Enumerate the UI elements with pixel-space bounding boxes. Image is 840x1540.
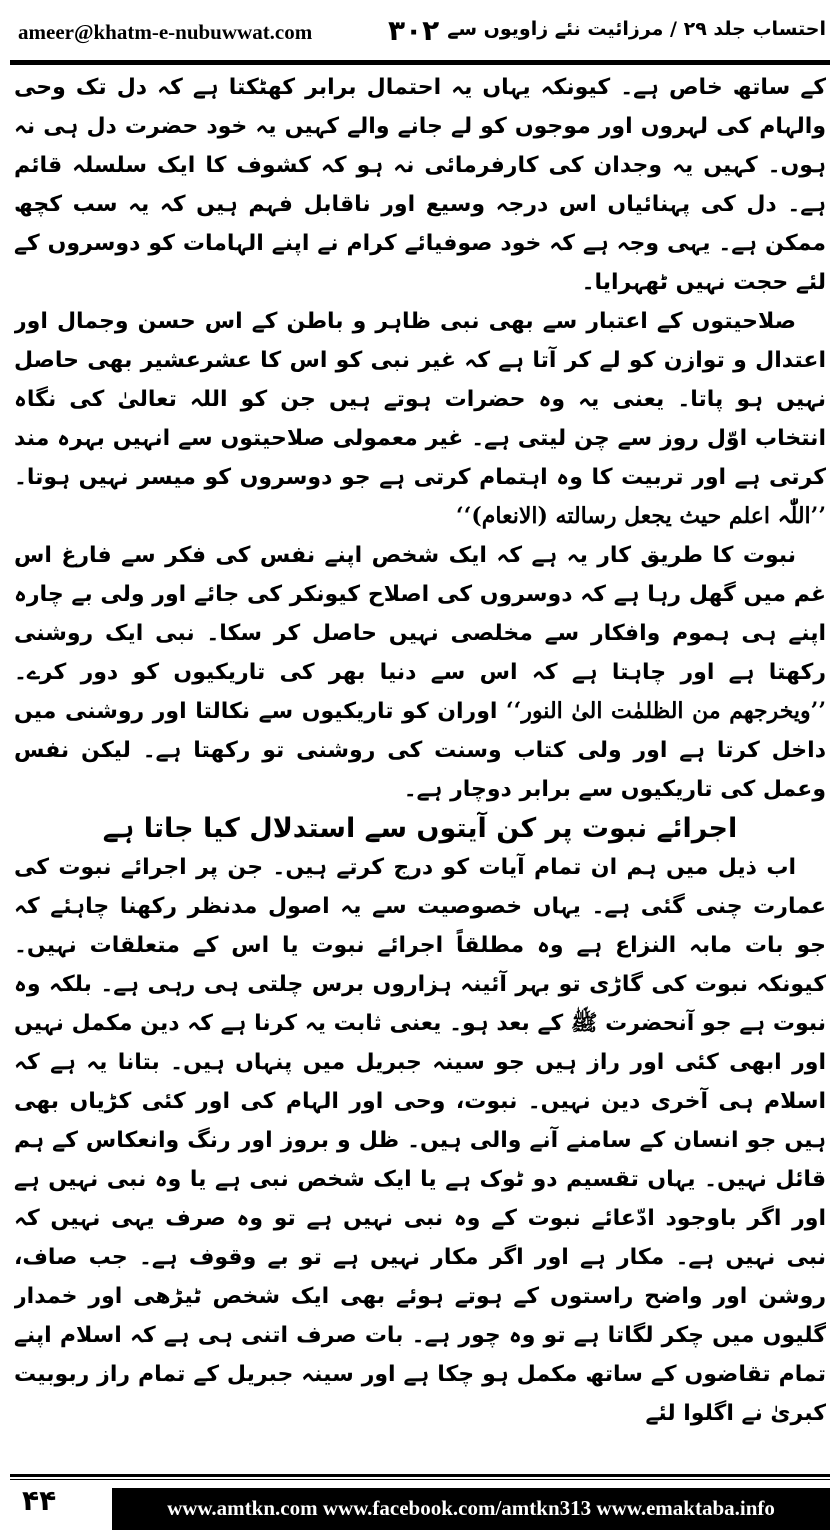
header-rule bbox=[10, 60, 830, 65]
page-header bbox=[0, 0, 840, 60]
header-email: ameer@khatm-e-nubuwwat.com bbox=[18, 20, 313, 44]
section-heading: اجرائے نبوت پر کن آیتوں سے استدلال کیا جاتا ہے bbox=[102, 813, 738, 844]
body-text bbox=[14, 68, 826, 1456]
paragraph-4: اب ذیل میں ہم ان تمام آیات کو درج کرتے ہیں۔ جن پر اجرائے نبوت کی عمارت چنی گئی ہے۔ یہاں خصوصیت سے یہ اصول مدنظر رکھنا چاہئے کہ جو بات مابہ النزاع ہے وہ مطلقاً اجرائے نبوت یا اس کے متعلقات نہیں۔ کیونکہ نبوت کی گاڑی تو بہر آئینہ ہزاروں برس چلتی ہی رہی ہے۔ بلکہ وہ نبوت ہے جو آنحضرت ﷺ کے بعد ہو۔ یعنی ثابت یہ کرنا ہے کہ دین مکمل نہیں اور ابھی کئی اور راز ہیں جو سینہ جبریل میں پنہاں ہیں۔ بتانا یہ ہے کہ اسلام ہی آخری دین نہیں۔ نبوت، وحی اور الہام کی اور کئی کڑیاں بھی ہیں جو انسان کے سامنے آنے والی ہیں۔ ظل و بروز اور رنگ وانعکاس کے ہم قائل نہیں۔ یہاں تقسیم دو ٹوک ہے یا ایک شخص نبی ہے یا وہ نبی نہیں ہے اور اگر باوجود ادّعائے نبوت کے وہ نبی نہیں ہے تو وہ صرف یہی نہیں کہ نبی نہیں ہے۔ مکار ہے اور اگر مکار نہیں ہے تو بے وقوف ہے۔ جب صاف، روشن اور واضح راستوں کے ہوتے ہوئے بھی ایک شخص ٹیڑھی اور خمدار گلیوں میں چکر لگاتا ہے تو وہ چور ہے۔ بات صرف اتنی ہی ہے کہ اسلام اپنے تمام تقاضوں کے ساتھ مکمل ہو چکا ہے اور سینہ جبریل کے تمام راز ربوبیت کبریٰ نے اگلوا لئے bbox=[14, 855, 826, 1426]
header-page-number: ۳۰۲ bbox=[388, 14, 440, 47]
paragraph-3: نبوت کا طریق کار یہ ہے کہ ایک شخص اپنے نفس کی فکر سے فارغ اس غم میں گھل رہا ہے کہ دوسروں کی اصلاح کیونکر کی جائے اور ولی بے چارہ اپنے ہی ہموم وافکار سے مخلصی نہیں حاصل کر سکا۔ نبی ایک روشنی رکھتا ہے اور چاہتا ہے کہ اس سے دنیا بھر کی تاریکیوں کو دور کرے۔ ’’ویخرجھم من الظلمٰت الیٰ النور‘‘ اوران کو تاریکیوں سے نکالتا اور روشنی میں داخل کرتا ہے اور ولی کتاب وسنت کی روشنی تو رکھتا ہے۔ لیکن نفس وعمل کی تاریکیوں سے برابر دوچار ہے۔ bbox=[14, 543, 826, 802]
header-book-title: احتساب جلد ۲۹ / مرزائیت نئے زاویوں سے bbox=[447, 18, 826, 40]
quran-quote-2: ’’ویخرجھم من الظلمٰت الیٰ النور‘‘ bbox=[506, 698, 826, 724]
paragraph-1: کے ساتھ خاص ہے۔ کیونکہ یہاں یہ احتمال برابر کھٹکتا ہے کہ دل تک وحی والہام کی لہروں اور موجوں کو لے جانے والے کہیں یہ خود حضرت دل ہی نہ ہوں۔ کہیں یہ وجدان کی کارفرمائی نہ ہو کہ کشوف کا ایک سلسلہ قائم ہے۔ دل کی پہنائیاں اس درجہ وسیع اور ناقابل فہم ہیں کہ یہ سب کچھ ممکن ہے۔ یہی وجہ ہے کہ خود صوفیائے کرام نے اپنے الہامات کو دوسروں کے لئے حجت نہیں ٹھہرایا۔ bbox=[14, 75, 826, 295]
footer-page-number: ۴۴ bbox=[22, 1484, 57, 1517]
paragraph-2: صلاحیتوں کے اعتبار سے بھی نبی ظاہر و باطن کے اس حسن وجمال اور اعتدال و توازن کو لے کر آتا ہے کہ غیر نبی کو اس کا عشرعشیر بھی حاصل نہیں ہو پاتا۔ یعنی یہ وہ حضرات ہوتے ہیں جن کو اللہ تعالیٰ کی نگاہ انتخاب اوّل روز سے چن لیتی ہے۔ غیر معمولی صلاحیتوں سے انہیں بہرہ مند کرتی ہے اور تربیت کا وہ اہتمام کرتی ہے جو دوسروں کو میسر نہیں ہوتا۔ ’’اللّٰہ اعلم حیث یجعل رسالته (الانعام)‘‘ bbox=[14, 309, 826, 529]
footer-rule bbox=[10, 1474, 830, 1477]
quran-quote-1: ’’اللّٰہ اعلم حیث یجعل رسالته (الانعام)‘‘ bbox=[456, 503, 826, 529]
footer-links: www.amtkn.com www.facebook.com/amtkn313 www.emaktaba.info bbox=[167, 1496, 775, 1520]
footer-rule-thin bbox=[10, 1479, 830, 1480]
